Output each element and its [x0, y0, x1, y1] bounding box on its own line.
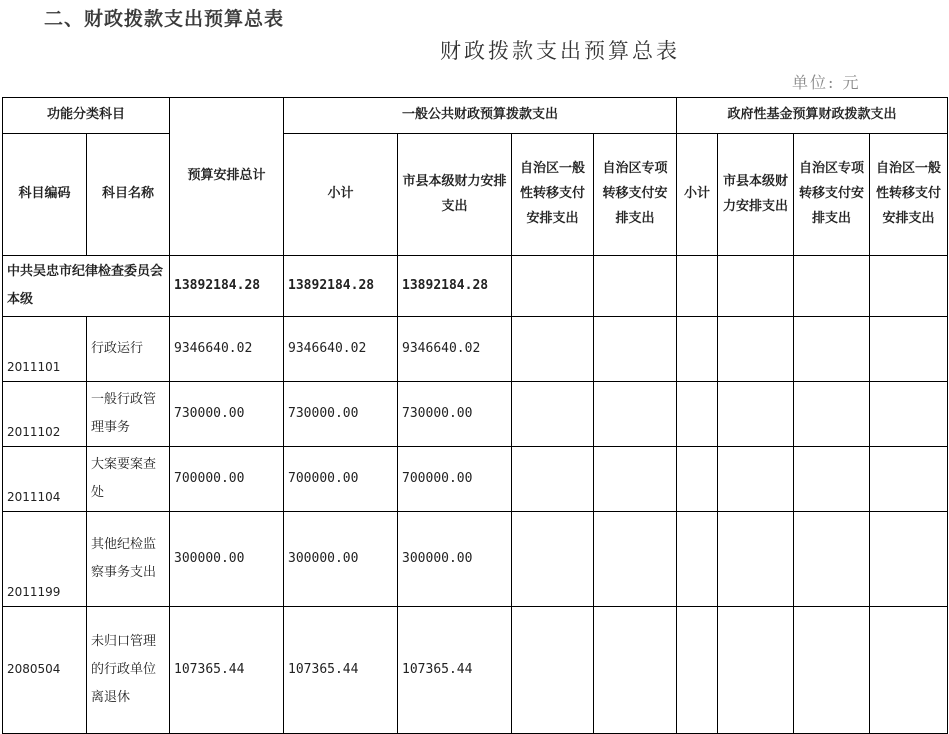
empty-cell — [677, 447, 718, 512]
document-title: 财政拨款支出预算总表 — [440, 39, 680, 63]
row-code: 2011199 — [3, 512, 87, 607]
org-local: 13892184.28 — [398, 256, 512, 317]
empty-cell — [870, 317, 948, 382]
row-local: 9346640.02 — [398, 317, 512, 382]
empty-cell — [677, 256, 718, 317]
row-name: 其他纪检监察事务支出 — [87, 512, 170, 607]
row-local: 300000.00 — [398, 512, 512, 607]
section-title: 二、财政拨款支出预算总表 — [44, 8, 285, 30]
empty-cell — [794, 607, 870, 734]
header-code: 科目编码 — [3, 134, 87, 256]
header-gp-subtotal: 小计 — [284, 134, 398, 256]
header-functional-category: 功能分类科目 — [3, 98, 170, 134]
row-local: 730000.00 — [398, 382, 512, 447]
empty-cell — [718, 317, 794, 382]
empty-cell — [794, 447, 870, 512]
table-row — [3, 382, 948, 447]
row-total: 700000.00 — [170, 447, 284, 512]
row-total: 730000.00 — [170, 382, 284, 447]
empty-cell — [794, 317, 870, 382]
row-subtotal: 700000.00 — [284, 447, 398, 512]
header-gf-special-transfer: 自治区专项转移支付安排支出 — [794, 134, 870, 256]
unit-label: 单位: 元 — [792, 73, 861, 92]
row-name: 行政运行 — [87, 317, 170, 382]
empty-cell — [512, 607, 594, 734]
row-code: 2011104 — [3, 447, 87, 512]
header-name: 科目名称 — [87, 134, 170, 256]
row-total: 9346640.02 — [170, 317, 284, 382]
row-total: 300000.00 — [170, 512, 284, 607]
empty-cell — [594, 317, 677, 382]
header-gp-general-transfer: 自治区一般性转移支付安排支出 — [512, 134, 594, 256]
header-gf-general-transfer: 自治区一般性转移支付安排支出 — [870, 134, 948, 256]
table-row — [3, 447, 948, 512]
empty-cell — [512, 382, 594, 447]
empty-cell — [718, 256, 794, 317]
row-name: 未归口管理的行政单位离退休 — [87, 607, 170, 734]
row-name: 一般行政管理事务 — [87, 382, 170, 447]
empty-cell — [512, 447, 594, 512]
row-code: 2011102 — [3, 382, 87, 447]
row-total: 107365.44 — [170, 607, 284, 734]
empty-cell — [870, 382, 948, 447]
row-code: 2011101 — [3, 317, 87, 382]
empty-cell — [677, 382, 718, 447]
row-subtotal: 730000.00 — [284, 382, 398, 447]
empty-cell — [512, 317, 594, 382]
empty-cell — [594, 512, 677, 607]
empty-cell — [794, 382, 870, 447]
table-row — [3, 317, 948, 382]
row-name: 大案要案查处 — [87, 447, 170, 512]
row-subtotal: 9346640.02 — [284, 317, 398, 382]
empty-cell — [794, 512, 870, 607]
empty-cell — [512, 256, 594, 317]
table-row — [3, 256, 948, 317]
empty-cell — [718, 382, 794, 447]
empty-cell — [512, 512, 594, 607]
table-row — [3, 512, 948, 607]
budget-table — [2, 97, 948, 734]
empty-cell — [594, 382, 677, 447]
empty-cell — [718, 447, 794, 512]
empty-cell — [870, 256, 948, 317]
empty-cell — [718, 512, 794, 607]
header-gov-fund: 政府性基金预算财政拨款支出 — [677, 98, 948, 134]
empty-cell — [870, 447, 948, 512]
empty-cell — [594, 256, 677, 317]
org-name: 中共吴忠市纪律检查委员会本级 — [3, 256, 170, 317]
header-total: 预算安排总计 — [170, 98, 284, 256]
row-local: 107365.44 — [398, 607, 512, 734]
empty-cell — [594, 607, 677, 734]
header-gf-subtotal: 小计 — [677, 134, 718, 256]
header-gf-local: 市县本级财力安排支出 — [718, 134, 794, 256]
table-row — [3, 607, 948, 734]
row-local: 700000.00 — [398, 447, 512, 512]
empty-cell — [718, 607, 794, 734]
org-total: 13892184.28 — [170, 256, 284, 317]
empty-cell — [870, 607, 948, 734]
row-subtotal: 107365.44 — [284, 607, 398, 734]
empty-cell — [677, 607, 718, 734]
empty-cell — [870, 512, 948, 607]
header-gp-special-transfer: 自治区专项转移支付安排支出 — [594, 134, 677, 256]
empty-cell — [677, 317, 718, 382]
empty-cell — [594, 447, 677, 512]
empty-cell — [794, 256, 870, 317]
header-gp-local: 市县本级财力安排支出 — [398, 134, 512, 256]
org-subtotal: 13892184.28 — [284, 256, 398, 317]
row-subtotal: 300000.00 — [284, 512, 398, 607]
empty-cell — [677, 512, 718, 607]
row-code: 2080504 — [3, 607, 87, 734]
header-general-public: 一般公共财政预算拨款支出 — [284, 98, 677, 134]
